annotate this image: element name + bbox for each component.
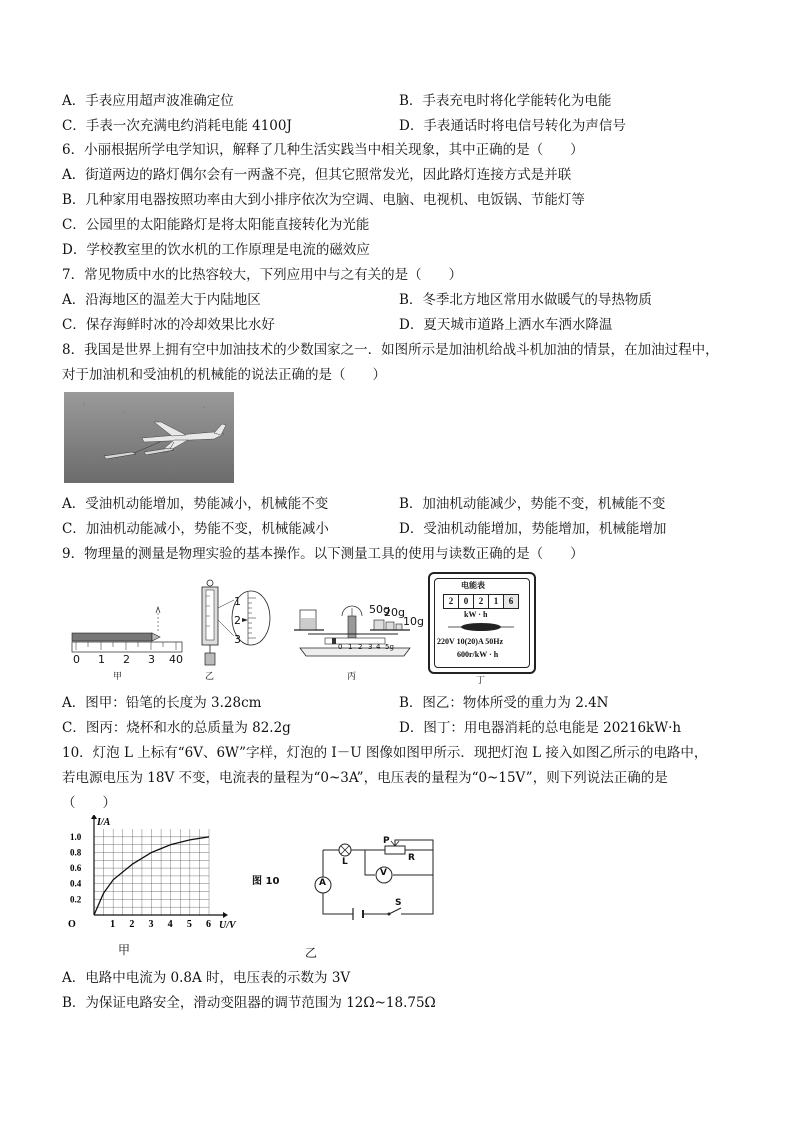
resistor-label: R — [408, 853, 415, 863]
q6-option-a: A．街道两边的路灯偶尔会有一两盏不亮，但其它照常发光，因此路灯连接方式是并联 — [62, 167, 572, 183]
q9-option-b: B．图乙：物体所受的重力为 2.4N — [399, 695, 609, 711]
ruler-tick-4: 40 — [169, 653, 183, 666]
q9-option-c: C．图丙：烧杯和水的总质量为 82.2g — [62, 720, 291, 736]
weight-50g: 50g — [369, 603, 390, 616]
x-tick-label: 5 — [186, 919, 192, 930]
figure-balance — [290, 598, 424, 685]
aerial-refueling-photo — [64, 392, 234, 483]
y-axis-label: I/A — [97, 817, 111, 828]
ruler-tick-2: 2 — [123, 653, 130, 666]
x-axis-label: U/V — [219, 920, 236, 931]
ruler-tick-3: 3 — [148, 653, 155, 666]
y-tick-label: 1.0 — [70, 831, 82, 842]
ammeter-label: A — [319, 878, 326, 888]
figure-electricity-meter — [428, 572, 536, 674]
scale-tick-2: 2 — [234, 614, 241, 627]
q7-option-a: A．沿海地区的温差大于内陆地区 — [62, 292, 261, 308]
x-axis-arrow — [223, 912, 228, 918]
q5-option-d: D．手表通话时将电信号转化为声信号 — [399, 118, 626, 134]
scale-tick-3: 3 — [234, 633, 241, 646]
meter-digit-3: 2 — [474, 594, 489, 609]
figure-ruler — [70, 595, 185, 685]
y-tick-label: 0.2 — [70, 894, 82, 905]
fig-label-ding: 丁 — [476, 676, 486, 686]
switch-label: S — [395, 898, 402, 908]
x-tick-label: 2 — [129, 919, 135, 930]
q7-option-b: B．冬季北方地区常用水做暖气的导热物质 — [399, 292, 652, 308]
q9-option-a: A．图甲：铅笔的长度为 3.28cm — [62, 695, 262, 711]
circuit-figure — [305, 830, 440, 960]
fig-label-yi-10: 乙 — [305, 946, 318, 960]
q10-stem-line3: （ ） — [62, 795, 116, 811]
q8-option-a: A．受油机动能增加，势能减小，机械能不变 — [62, 496, 329, 512]
meter-unit: kW · h — [464, 610, 488, 619]
y-tick-label: 0.8 — [70, 847, 82, 858]
figure-spring-scale — [196, 578, 276, 685]
balance-tick-1: 1 — [348, 643, 353, 651]
weight-10g: 10g — [403, 615, 424, 628]
origin-label: O — [68, 919, 76, 930]
figure-10-caption: 图 10 — [252, 876, 280, 887]
x-tick-label: 3 — [148, 919, 154, 930]
q10-option-a: A．电路中电流为 0.8A 时，电压表的示数为 3V — [62, 970, 351, 986]
ruler-tick-1: 1 — [98, 653, 105, 666]
meter-spec: 220V 10(20)A 50Hz — [437, 637, 504, 646]
y-tick-label: 0.4 — [70, 878, 82, 889]
q10-stem-line1: 10．灯泡 L 上标有“6V、6W”字样，灯泡的 I－U 图像如图甲所示．现把灯泡 L 接入如图乙所示的电路中， — [62, 745, 708, 761]
q7-option-d: D．夏天城市道路上洒水车洒水降温 — [399, 317, 613, 333]
y-tick-label: 0.6 — [70, 863, 82, 874]
fig-label-jia: 甲 — [113, 672, 123, 682]
meter-digit-1: 2 — [443, 594, 459, 609]
q9-stem: 9．物理量的测量是物理实验的基本操作。以下测量工具的使用与读数正确的是（ ） — [62, 546, 584, 562]
meter-counter — [443, 594, 519, 609]
q6-stem: 6．小丽根据所学电学知识，解释了几种生活实践当中相关现象，其中正确的是（ ） — [62, 142, 584, 158]
meter-digit-4: 1 — [489, 594, 504, 609]
q6-option-d: D．学校教室里的饮水机的工作原理是电流的磁效应 — [62, 242, 370, 258]
q8-option-d: D．受油机动能增加，势能增加，机械能增加 — [399, 521, 667, 537]
iu-graph — [64, 815, 244, 935]
q6-option-b: B．几种家用电器按照功率由大到小排序依次为空调、电脑、电视机、电饭锅、节能灯等 — [62, 192, 585, 208]
ruler-tick-0: 0 — [73, 653, 80, 666]
meter-title: 电能表 — [461, 581, 485, 590]
circuit-diagram — [305, 830, 440, 920]
voltmeter-label: V — [380, 868, 387, 878]
q8-option-c: C．加油机动能减小，势能不变，机械能减小 — [62, 521, 329, 537]
q7-option-c: C．保存海鲜时冰的冷却效果比水好 — [62, 317, 275, 333]
fig-label-bing: 丙 — [347, 672, 357, 682]
balance-tick-4: 4 — [376, 643, 381, 651]
meter-digit-2: 0 — [459, 594, 474, 609]
meter-disc-icon — [448, 621, 514, 633]
balance-tick-5g: 5g — [385, 643, 394, 651]
slider-label: P — [383, 836, 390, 846]
x-tick-label: 6 — [206, 919, 211, 930]
meter-rate: 600r/kW · h — [457, 650, 499, 659]
q10-option-b: B．为保证电路安全，滑动变阻器的调节范围为 12Ω~18.75Ω — [62, 995, 436, 1011]
q8-stem-line2: 对于加油机和受油机的机械能的说法正确的是（ ） — [62, 367, 386, 383]
scale-tick-1: 1 — [234, 595, 241, 608]
x-tick-label: 1 — [110, 919, 116, 930]
q9-option-d: D．图丁：用电器消耗的总电能是 20216kW·h — [399, 720, 682, 736]
meter-digit-5: 6 — [504, 594, 519, 609]
q5-option-b: B．手表充电时将化学能转化为电能 — [399, 93, 612, 109]
q5-option-a: A．手表应用超声波准确定位 — [62, 93, 234, 109]
balance-tick-3: 3 — [368, 643, 373, 651]
q6-option-c: C．公园里的太阳能路灯是将太阳能直接转化为光能 — [62, 217, 370, 233]
q8-stem-line1: 8．我国是世界上拥有空中加油技术的少数国家之一．如图所示是加油机给战斗机加油的情景，在加油过程中， — [62, 342, 719, 358]
q7-stem: 7．常见物质中水的比热容较大，下列应用中与之有关的是（ ） — [62, 267, 463, 283]
weight-20g: 20g — [384, 606, 405, 619]
iu-graph-figure — [64, 815, 244, 965]
fig-label-yi: 乙 — [205, 672, 215, 682]
x-tick-label: 4 — [167, 919, 173, 930]
lamp-label: L — [342, 857, 348, 867]
fig-label-jia-10: 甲 — [118, 943, 131, 957]
balance-tick-0: 0 — [338, 643, 343, 651]
q5-option-c: C．手表一次充满电约消耗电能 4100J — [62, 118, 292, 134]
aircraft-illustration — [64, 392, 234, 483]
balance-tick-2: 2 — [358, 643, 363, 651]
q8-option-b: B．加油机动能减少，势能不变，机械能不变 — [399, 496, 666, 512]
q10-stem-line2: 若电源电压为 18V 不变，电流表的量程为“0~3A”，电压表的量程为“0~15V”，则下列说法正确的是 — [62, 770, 668, 786]
